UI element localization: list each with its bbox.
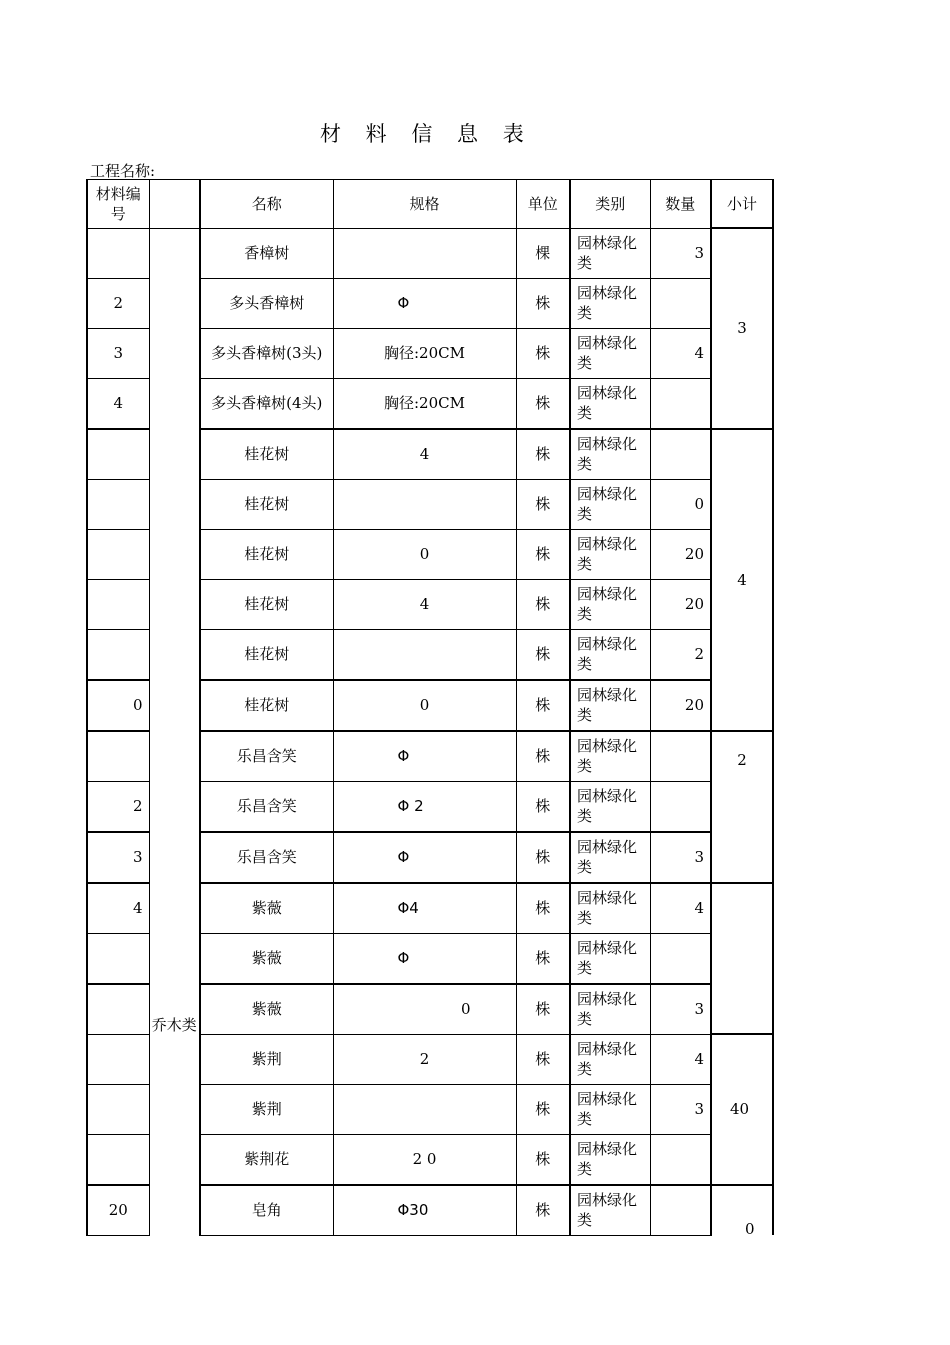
spec-cell: 0 — [333, 529, 516, 579]
category-cell: 园林绿化类 — [570, 933, 650, 984]
spec-cell: Φ — [333, 731, 516, 782]
unit-cell: 株 — [516, 781, 570, 832]
quantity-cell: 3 — [650, 228, 711, 278]
spec-cell: Φ30 — [333, 1185, 516, 1236]
name-cell: 紫荆 — [200, 1084, 333, 1134]
unit-cell: 株 — [516, 579, 570, 629]
spec-cell: Φ4 — [333, 883, 516, 934]
name-cell: 皂角 — [200, 1185, 333, 1236]
unit-cell: 株 — [516, 429, 570, 480]
header-unit: 单位 — [516, 180, 570, 229]
unit-cell: 株 — [516, 629, 570, 680]
header-material-no: 材料编号 — [87, 180, 149, 229]
spec-cell: Φ — [333, 832, 516, 883]
name-cell: 紫薇 — [200, 933, 333, 984]
category-cell: 园林绿化类 — [570, 629, 650, 680]
spec-cell — [333, 228, 516, 278]
spec-cell: 胸径:20CM — [333, 328, 516, 378]
category-cell: 园林绿化类 — [570, 883, 650, 934]
name-cell: 多头香樟树(3头) — [200, 328, 333, 378]
unit-cell: 株 — [516, 731, 570, 782]
category-cell: 园林绿化类 — [570, 1185, 650, 1236]
unit-cell: 株 — [516, 832, 570, 883]
material-table — [86, 179, 774, 1236]
name-cell: 桂花树 — [200, 429, 333, 480]
header-row — [87, 180, 773, 229]
quantity-cell: 0 — [650, 479, 711, 529]
unit-cell: 株 — [516, 680, 570, 731]
spec-cell: 4 — [333, 579, 516, 629]
material-no-cell — [87, 429, 149, 480]
material-no-cell: 3 — [87, 328, 149, 378]
project-name-label: 工程名称: — [90, 162, 156, 180]
subtotal-cell: 40 — [711, 1034, 773, 1185]
unit-cell: 株 — [516, 883, 570, 934]
name-cell: 乐昌含笑 — [200, 781, 333, 832]
spec-cell: 2 — [333, 1034, 516, 1084]
category-cell: 园林绿化类 — [570, 529, 650, 579]
quantity-cell: 3 — [650, 984, 711, 1035]
category-cell: 园林绿化类 — [570, 328, 650, 378]
name-cell: 香樟树 — [200, 228, 333, 278]
quantity-cell: 3 — [650, 832, 711, 883]
material-no-cell: 2 — [87, 781, 149, 832]
subtotal-cell: 4 — [711, 429, 773, 731]
material-no-cell — [87, 933, 149, 984]
spec-cell: Φ — [333, 278, 516, 328]
material-no-cell — [87, 479, 149, 529]
spec-cell — [333, 629, 516, 680]
name-cell: 桂花树 — [200, 680, 333, 731]
spec-cell: Φ — [333, 933, 516, 984]
unit-cell: 株 — [516, 278, 570, 328]
spec-cell: 0 — [333, 680, 516, 731]
name-cell: 紫荆花 — [200, 1134, 333, 1185]
material-no-cell — [87, 629, 149, 680]
category-cell: 园林绿化类 — [570, 429, 650, 480]
category-cell: 园林绿化类 — [570, 781, 650, 832]
material-no-cell: 4 — [87, 883, 149, 934]
category-cell: 园林绿化类 — [570, 479, 650, 529]
category-cell: 园林绿化类 — [570, 1034, 650, 1084]
category-cell: 园林绿化类 — [570, 1134, 650, 1185]
category-cell: 园林绿化类 — [570, 228, 650, 278]
subtotal-cell — [711, 1185, 773, 1236]
material-no-cell: 20 — [87, 1185, 149, 1236]
quantity-cell: 20 — [650, 680, 711, 731]
unit-cell: 株 — [516, 479, 570, 529]
material-no-cell — [87, 984, 149, 1035]
quantity-cell: 3 — [650, 1084, 711, 1134]
material-no-cell — [87, 1084, 149, 1134]
subtotal-cell: 2 — [711, 731, 773, 883]
name-cell: 多头香樟树(4头) — [200, 378, 333, 429]
name-cell: 紫荆 — [200, 1034, 333, 1084]
name-cell: 多头香樟树 — [200, 278, 333, 328]
material-no-cell — [87, 529, 149, 579]
quantity-cell: 4 — [650, 328, 711, 378]
category-cell: 园林绿化类 — [570, 832, 650, 883]
quantity-cell: 20 — [650, 579, 711, 629]
quantity-cell: 2 — [650, 629, 711, 680]
unit-cell: 株 — [516, 1084, 570, 1134]
category-cell: 园林绿化类 — [570, 680, 650, 731]
material-no-cell: 4 — [87, 378, 149, 429]
material-no-cell — [87, 1134, 149, 1185]
quantity-cell — [650, 278, 711, 328]
name-cell: 紫薇 — [200, 984, 333, 1035]
category-cell: 园林绿化类 — [570, 378, 650, 429]
unit-cell: 株 — [516, 378, 570, 429]
spec-cell — [333, 1084, 516, 1134]
category-cell: 园林绿化类 — [570, 1084, 650, 1134]
subtotal-cell — [711, 883, 773, 1035]
unit-cell: 株 — [516, 1185, 570, 1236]
group-category-cell: 乔木类 — [149, 228, 200, 1235]
page-title: 材 料 信 息 表 — [320, 122, 533, 146]
name-cell: 桂花树 — [200, 529, 333, 579]
spec-cell: Φ 2 — [333, 781, 516, 832]
unit-cell: 株 — [516, 984, 570, 1035]
name-cell: 紫薇 — [200, 883, 333, 934]
quantity-cell: 20 — [650, 529, 711, 579]
header-category: 类别 — [570, 180, 650, 229]
spec-cell: 4 — [333, 429, 516, 480]
spec-cell: 2 0 — [333, 1134, 516, 1185]
material-no-cell: 3 — [87, 832, 149, 883]
category-cell: 园林绿化类 — [570, 984, 650, 1035]
unit-cell: 株 — [516, 933, 570, 984]
trailing-subtotal: 0 — [745, 1220, 755, 1238]
spec-cell: 0 — [333, 984, 516, 1035]
material-no-cell — [87, 228, 149, 278]
unit-cell: 株 — [516, 529, 570, 579]
quantity-cell — [650, 933, 711, 984]
unit-cell: 株 — [516, 1134, 570, 1185]
quantity-cell — [650, 429, 711, 480]
name-cell: 桂花树 — [200, 479, 333, 529]
material-no-cell — [87, 579, 149, 629]
category-cell: 园林绿化类 — [570, 579, 650, 629]
category-cell: 园林绿化类 — [570, 731, 650, 782]
quantity-cell: 4 — [650, 1034, 711, 1084]
header-quantity: 数量 — [650, 180, 711, 229]
quantity-cell: 4 — [650, 883, 711, 934]
header-subtotal: 小计 — [711, 180, 773, 229]
name-cell: 乐昌含笑 — [200, 731, 333, 782]
material-no-cell — [87, 1034, 149, 1084]
quantity-cell — [650, 1185, 711, 1236]
unit-cell: 株 — [516, 1034, 570, 1084]
spec-cell — [333, 479, 516, 529]
header-blank — [149, 180, 200, 229]
name-cell: 乐昌含笑 — [200, 832, 333, 883]
name-cell: 桂花树 — [200, 579, 333, 629]
header-name: 名称 — [200, 180, 333, 229]
material-no-cell: 0 — [87, 680, 149, 731]
name-cell: 桂花树 — [200, 629, 333, 680]
quantity-cell — [650, 378, 711, 429]
material-no-cell — [87, 731, 149, 782]
category-cell: 园林绿化类 — [570, 278, 650, 328]
quantity-cell — [650, 1134, 711, 1185]
subtotal-cell: 3 — [711, 228, 773, 429]
unit-cell: 株 — [516, 328, 570, 378]
header-spec: 规格 — [333, 180, 516, 229]
unit-cell: 棵 — [516, 228, 570, 278]
material-no-cell: 2 — [87, 278, 149, 328]
table-row — [87, 228, 773, 278]
quantity-cell — [650, 781, 711, 832]
quantity-cell — [650, 731, 711, 782]
spec-cell: 胸径:20CM — [333, 378, 516, 429]
